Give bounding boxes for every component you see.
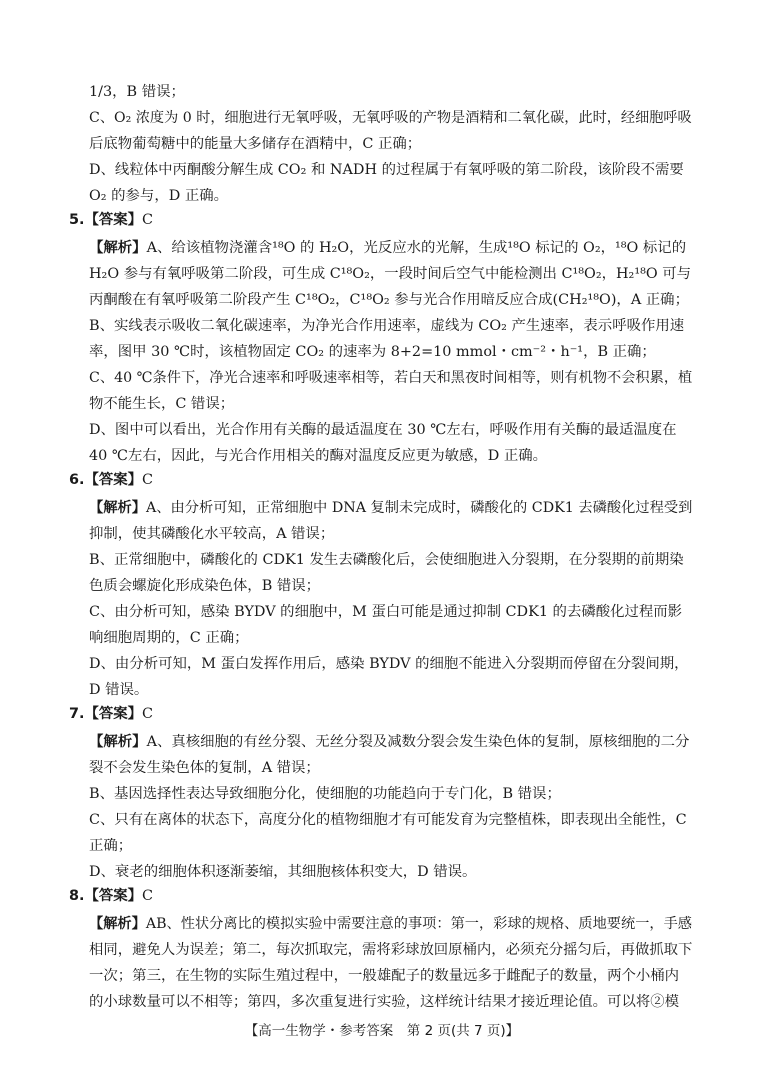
text-line: [89, 628, 249, 648]
text-line: [89, 602, 682, 622]
text-line: [89, 420, 677, 440]
line-label: 【解析】: [89, 916, 146, 932]
text-line: [89, 680, 148, 700]
line-text: C: [142, 888, 154, 904]
line-text: 相同，避免人为误差；第二，每次抓取完，需将彩球放回原桶内，必须充分摇匀后，再做抓取下: [89, 942, 693, 958]
line-text: D 错误。: [89, 682, 149, 698]
line-text: D、由分析可知，M 蛋白发挥作用后，感染 BYDV 的细胞不能进入分裂期而停留在分裂间期，: [89, 656, 689, 672]
text-line: [89, 264, 691, 284]
line-text: C、只有在离体的状态下，高度分化的植物细胞才有可能发育为完整植株，即表现出全能性，C: [89, 812, 687, 828]
text-line: [89, 914, 692, 934]
line-label: 8.【答案】: [69, 888, 143, 904]
text-line: [89, 992, 679, 1012]
line-text: C: [142, 212, 154, 228]
text-line: [89, 576, 320, 596]
line-text: D、衰老的细胞体积逐渐萎缩，其细胞核体积变大，D 错误。: [89, 864, 477, 880]
line-text: AB、性状分离比的模拟实验中需要注意的事项：第一，彩球的规格、质地要统一，手感: [145, 916, 693, 932]
line-text: A、真核细胞的有丝分裂、无丝分裂及减数分裂会发生染色体的复制，原核细胞的二分: [146, 734, 690, 750]
text-line: [89, 186, 228, 206]
text-line: [89, 940, 692, 960]
text-line: [89, 108, 692, 128]
answer-heading: [69, 470, 153, 490]
text-line: [89, 498, 692, 518]
line-label: 7.【答案】: [69, 706, 143, 722]
text-line: [89, 368, 692, 388]
line-label: 【解析】: [89, 734, 147, 750]
text-line: [89, 238, 686, 258]
line-text: 1/3，B 错误；: [89, 84, 185, 100]
answer-heading: [69, 704, 153, 724]
text-line: [89, 732, 689, 752]
line-text: D、图中可以看出，光合作用有关酶的最适温度在 30 ℃左右，呼吸作用有关酶的最适温度在: [89, 422, 677, 438]
line-text: 色质会螺旋化形成染色体，B 错误；: [89, 578, 321, 594]
line-label: 5.【答案】: [69, 212, 143, 228]
line-text: 的小球数量可以不相等；第四，多次重复进行实验，这样统计结果才接近理论值。可以将②模: [89, 994, 680, 1010]
line-text: A、由分析可知，正常细胞中 DNA 复制未完成时，磷酸化的 CDK1 去磷酸化过程受到: [146, 500, 693, 516]
text-line: [89, 862, 476, 882]
text-line: [89, 966, 679, 986]
line-text: 正确；: [89, 838, 133, 854]
text-line: [89, 524, 334, 544]
line-text: 丙酮酸在有氧呼吸第二阶段产生 C¹⁸O₂，C¹⁸O₂ 参与光合作用暗反应合成(CH₂¹⁸O)，A 正确；: [89, 292, 689, 308]
line-text: 40 ℃左右，因此，与光合作用相关的酶对温度反应更为敏感，D 正确。: [89, 448, 548, 464]
line-text: 物不能生长，C 错误；: [89, 396, 235, 412]
line-text: H₂O 参与有氧呼吸第二阶段，可生成 C¹⁸O₂，一段时间后空气中能检测出 C¹⁸O₂，H₂¹⁸O 可与: [89, 266, 692, 282]
line-text: 裂不会发生染色体的复制，A 错误；: [89, 760, 320, 776]
line-label: 【解析】: [89, 500, 147, 516]
text-line: [89, 784, 561, 804]
line-text: 后底物葡萄糖中的能量大多储存在酒精中，C 正确；: [89, 136, 422, 152]
line-text: B、基因选择性表达导致细胞分化，使细胞的功能趋向于专门化，B 错误；: [89, 786, 561, 802]
line-text: 率，图甲 30 ℃时，该植物固定 CO₂ 的速率为 8+2=10 mmol・cm⁻²・h⁻¹，B 正确；: [89, 344, 656, 360]
line-text: O₂ 的参与，D 正确。: [89, 188, 228, 204]
text-line: [89, 836, 132, 856]
line-text: C、由分析可知，感染 BYDV 的细胞中，M 蛋白可能是通过抑制 CDK1 的去磷酸化过程而影: [89, 604, 683, 620]
text-line: [89, 134, 421, 154]
text-line: [89, 290, 689, 310]
line-text: A、给该植物浇灌含¹⁸O 的 H₂O，光反应水的光解，生成¹⁸O 标记的 O₂，¹⁸O 标记的: [146, 240, 687, 256]
line-label: 【解析】: [89, 240, 147, 256]
answer-heading: [69, 886, 153, 906]
text-line: [89, 446, 547, 466]
line-text: D、线粒体中丙酮酸分解生成 CO₂ 和 NADH 的过程属于有氧呼吸的第二阶段，该阶段不需要: [89, 162, 684, 178]
text-line: [89, 654, 689, 674]
line-text: B、正常细胞中，磷酸化的 CDK1 发生去磷酸化后，会使细胞进入分裂期，在分裂期的前期染: [89, 552, 684, 568]
line-text: C: [142, 706, 154, 722]
line-text: 一次；第三，在生物的实际生殖过程中，一般雄配子的数量远多于雌配子的数量，两个小桶内: [89, 968, 680, 984]
text-line: [89, 810, 687, 830]
text-line: [89, 316, 684, 336]
text-line: [89, 550, 684, 570]
line-label: 6.【答案】: [69, 472, 143, 488]
text-line: [89, 394, 234, 414]
page-footer: 【高一生物学・参考答案 第 2 页(共 7 页)】: [244, 1023, 520, 1039]
line-text: 抑制，使其磷酸化水平较高，A 错误；: [89, 526, 335, 542]
text-line: [89, 160, 684, 180]
line-text: C、40 ℃条件下，净光合速率和呼吸速率相等，若白天和黑夜时间相等，则有机物不会积累，植: [89, 370, 693, 386]
line-text: 响细胞周期的，C 正确；: [89, 630, 249, 646]
answer-heading: [69, 210, 153, 230]
text-line: [89, 82, 185, 102]
line-text: C: [142, 472, 154, 488]
line-text: B、实线表示吸收二氧化碳速率，为净光合作用速率，虚线为 CO₂ 产生速率，表示呼吸作用速: [89, 318, 685, 334]
line-text: C、O₂ 浓度为 0 时，细胞进行无氧呼吸，无氧呼吸的产物是酒精和二氧化碳，此时，经细胞呼吸: [89, 110, 692, 126]
text-line: [89, 758, 320, 778]
text-line: [89, 342, 656, 362]
